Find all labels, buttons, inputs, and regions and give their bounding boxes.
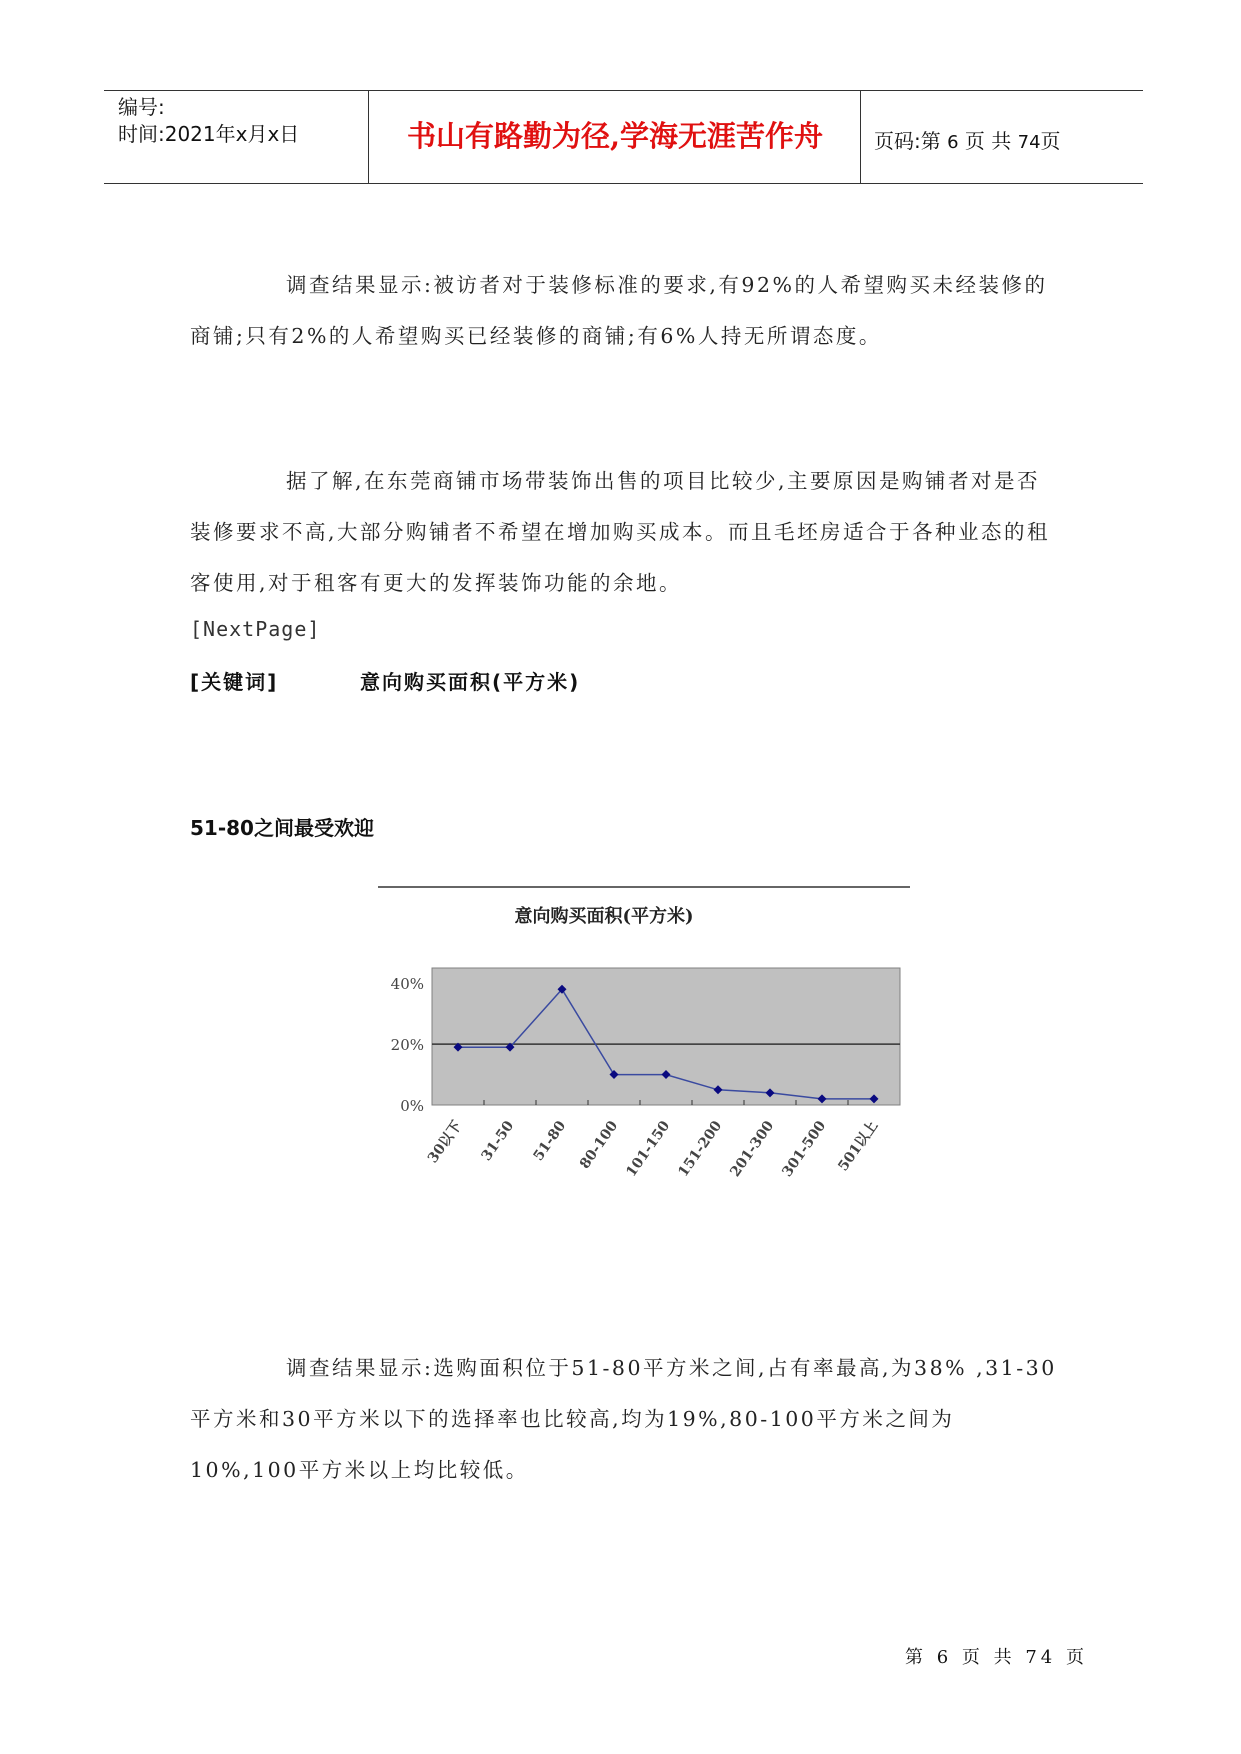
x-tick-label: 30以下 bbox=[424, 1118, 466, 1167]
next-page-marker: [NextPage] bbox=[190, 617, 321, 641]
paragraph-decoration-result bbox=[190, 260, 1060, 362]
header-top-border bbox=[104, 90, 1143, 91]
area-line-chart bbox=[370, 880, 930, 1240]
header-page-code bbox=[874, 125, 1061, 154]
paragraph-3-text: 调查结果显示:选购面积位于51-80平方米之间,占有率最高,为38% ,31-30平方米和30平方米以下的选择率也比较高,均为19%,80-100平方米之间为10%,100平方米以上均比较低。 bbox=[190, 1356, 1057, 1482]
paragraph-market-analysis bbox=[190, 456, 1060, 609]
header-bottom-border bbox=[104, 183, 1143, 184]
page-code-suffix: 页 bbox=[1040, 129, 1061, 153]
x-tick-label: 51-80 bbox=[530, 1118, 570, 1164]
x-tick-label: 31-50 bbox=[478, 1118, 518, 1164]
header-time-label: 时间:2021年x月x日 bbox=[118, 122, 300, 146]
page-code-prefix: 页码:第 bbox=[874, 129, 941, 153]
y-tick-label: 0% bbox=[400, 1097, 424, 1115]
x-tick-label: 80-100 bbox=[576, 1118, 622, 1172]
paragraph-1-text: 调查结果显示:被访者对于装修标准的要求,有92%的人希望购买未经装修的商铺;只有2%的人希望购买已经装修的商铺;有6%人持无所谓态度。 bbox=[190, 273, 1048, 348]
section-subheading: 51-80之间最受欢迎 bbox=[190, 816, 374, 840]
page-code-total: 74 bbox=[1017, 132, 1041, 153]
x-tick-label: 301-500 bbox=[779, 1118, 830, 1180]
paragraph-2-text: 据了解,在东莞商铺市场带装饰出售的项目比较少,主要原因是购铺者对是否装修要求不高,大部分购铺者不希望在增加购买成本。而且毛坯房适合于各种业态的租客使用,对于租客有更大的发挥装饰功能的余地。 bbox=[190, 469, 1051, 595]
keyword-value: 意向购买面积(平方米) bbox=[360, 670, 581, 694]
keyword-label: [关键词] bbox=[190, 670, 279, 694]
page-code-mid: 页 共 bbox=[964, 129, 1012, 153]
y-tick-label: 20% bbox=[390, 1036, 424, 1055]
chart-x-axis bbox=[425, 1118, 881, 1180]
x-tick-label: 201-300 bbox=[727, 1118, 778, 1180]
chart-y-axis bbox=[391, 975, 424, 1115]
header-motto: 书山有路勤为径,学海无涯苦作舟 bbox=[406, 119, 824, 153]
paragraph-area-result bbox=[190, 1343, 1060, 1496]
page-code-current: 6 bbox=[947, 132, 959, 153]
y-tick-label: 40% bbox=[390, 975, 424, 994]
header-number-label: 编号: bbox=[118, 95, 165, 119]
chart-title: 意向购买面积(平方米) bbox=[514, 906, 694, 927]
header-divider-left bbox=[368, 90, 369, 184]
x-tick-label: 101-150 bbox=[623, 1118, 674, 1180]
chart-plot-area bbox=[432, 968, 900, 1105]
header-divider-right bbox=[860, 90, 861, 184]
page-footer: 第 6 页 共 74 页 bbox=[905, 1647, 1088, 1668]
x-tick-label: 151-200 bbox=[675, 1118, 726, 1180]
x-tick-label: 501以上 bbox=[835, 1118, 882, 1175]
